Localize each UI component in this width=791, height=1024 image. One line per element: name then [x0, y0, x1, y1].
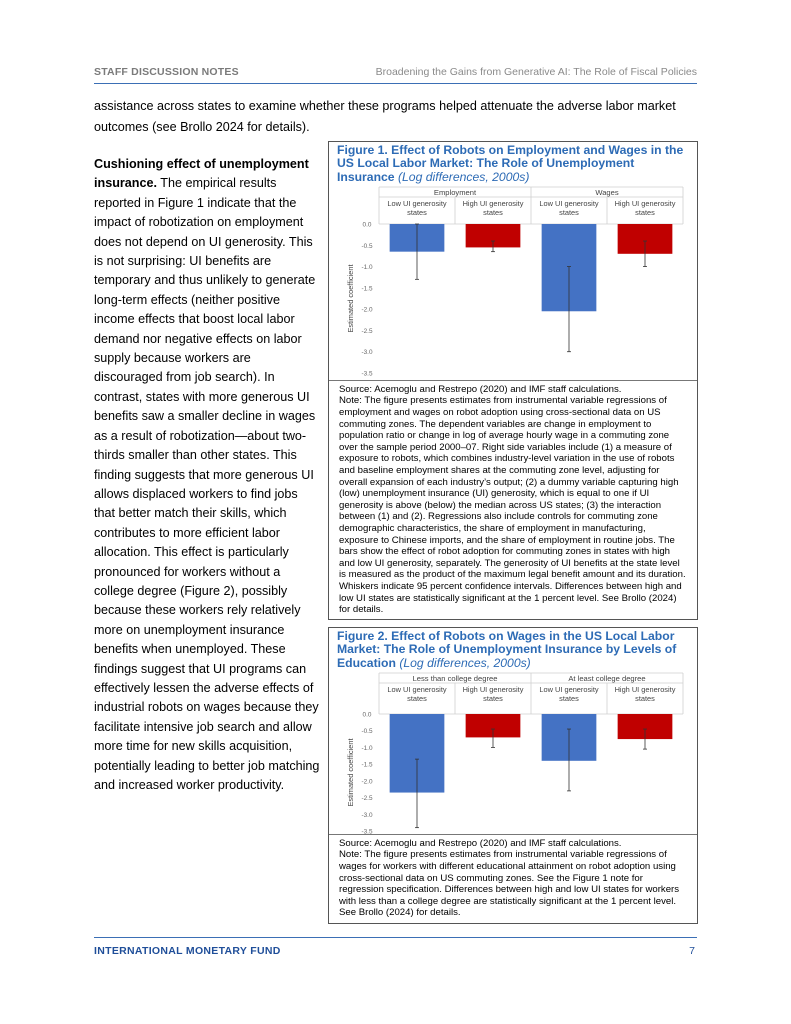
figure-2-notes [329, 835, 697, 919]
figure-2-y-tick-label: -2.5 [361, 794, 373, 802]
figure-1-title: Figure 1. Effect of Robots on Employment and Wages in the US Local Labor Market: The Role of Unemployment Insurance (Log differences, 2000s) [337, 143, 684, 184]
figure-2-y-tick-label: -2.0 [361, 778, 373, 786]
figure-2-y-tick-label: -0.5 [361, 728, 373, 736]
figure-2-y-tick-label: -3.0 [361, 811, 373, 819]
figure-2-category-label: Low UI generosity [387, 684, 447, 694]
figure-1-category-label: Low UI generosity [387, 198, 447, 208]
figure-1-category-label: High UI generosity [614, 198, 676, 208]
figure-2-category-label: High UI generosity [462, 684, 524, 694]
figure-2-y-tick-label: -1.0 [361, 744, 373, 752]
header-rule [94, 83, 697, 84]
figure-2-note: Note: The figure presents estimates from instrumental variable regressions of wages for workers with different educational attainment on robot adoption using cross-sectional data on US commuting zones. See the Figure 1 note for regression specification. Differences between high and low UI states for workers with less than a college degree are statistically significant at the 1 percent level. See Brollo (2024) for details. [339, 849, 680, 919]
figure-2 [328, 627, 698, 924]
figure-1-group-label: Employment [433, 187, 477, 197]
footer-rule [94, 937, 697, 938]
figure-2-category-label: states [559, 693, 579, 703]
figure-2-category-label: High UI generosity [614, 684, 676, 694]
figure-2-category-label: states [635, 693, 655, 703]
figure-1-y-tick-label: -0.5 [361, 242, 373, 250]
figure-2-chart [329, 670, 697, 834]
figure-2-source: Source: Acemoglu and Restrepo (2020) and IMF staff calculations. [339, 837, 622, 849]
page-number: 7 [689, 945, 695, 957]
figure-2-category-label: states [407, 693, 427, 703]
figure-1-category-label: Low UI generosity [539, 198, 599, 208]
figure-1-chart [329, 184, 697, 380]
figure-1-note: Note: The figure presents estimates from instrumental variable regressions of employment and wages on robot adoption using cross-sectional data on US commuting zones. The dependent variables are change in employment to population ratio or change in log of average hourly wage in a commuting zone over the sample period 2000–07. Right side variables include (1) a measure of exposure to robots, which combines industry-level variation in the use of robots and baseline employment shares at the commuting zone level, adjusting for overall expansion of each industry’s output; (2) a dummy variable capturing high (low) unemployment insurance (UI) generosity, which is equal to one if UI generosity is above (below) the median across US states; (3) the interaction between (1) and (2). Regressions also include controls for commuting zone demographic characteristics, the share of employment in manufacturing, exposure to Chinese imports, and the share of employment in routine jobs. The bars show the effect of robot adoption for commuting zones in states with high and low UI generosity, separately. The generosity of UI benefits at the state level is measured as the product of the maximum legal benefit amount and its duration. Whiskers indicate 95 percent confidence intervals. Differences between high and low UI states are statistically significant at the 1 percent level. See Brollo (2024) for details. [339, 395, 686, 616]
figure-1-y-tick-label: 0.0 [362, 221, 372, 229]
figure-1-source: Source: Acemoglu and Restrepo (2020) and IMF staff calculations. [339, 383, 622, 395]
figure-2-y-tick-label: -3.5 [361, 828, 373, 834]
running-header-left: STAFF DISCUSSION NOTES [94, 66, 239, 78]
figure-1-y-tick-label: -1.0 [361, 263, 373, 271]
section-heading: Cushioning effect of unemployment insurance. [94, 157, 309, 191]
figure-1-category-label: states [407, 207, 427, 217]
figure-2-y-axis-label: Estimated coefficient [346, 738, 355, 807]
figure-1-group-label: Wages [595, 187, 619, 197]
figure-2-y-tick-label: -1.5 [361, 761, 373, 769]
figure-1-category-label: states [483, 207, 503, 217]
figure-2-category-label: states [483, 693, 503, 703]
figure-1-y-tick-label: -2.5 [361, 327, 373, 335]
lead-paragraph: assistance across states to examine whether these programs helped attenuate the adverse labor market outcomes (see Brollo 2024 for details). [94, 99, 676, 134]
figure-1-y-tick-label: -3.0 [361, 349, 373, 357]
figure-1-category-label: states [559, 207, 579, 217]
figure-1-category-label: states [635, 207, 655, 217]
body-column [94, 155, 322, 795]
figure-2-y-tick-label: 0.0 [362, 711, 372, 719]
figure-1-notes [329, 381, 697, 616]
body-text: The empirical results reported in Figure 1 indicate that the impact of robotization on employment does not depend on UI generosity. This is not surprising: UI benefits are temporary and thus unlikely to generate long-term effects (neither positive income effects that boost local labor demand nor negative effects on labor supply because workers are discouraged from job search). In contrast, states with more generous UI benefits saw a smaller decline in wages as a result of robotization—about two-thirds smaller than other states. This finding suggests that more generous UI allows displaced workers to find jobs that better match their skills, which contributes to more efficient labor allocation. This effect is particularly pronounced for workers without a college degree (Figure 2), possibly because these workers rely relatively more on unemployment insurance benefits when unemployed. These findings suggest that UI programs can effectively lessen the adverse effects of industrial robots on wages because they facilitate intensive job search and allow more time for new skills acquisition, potentially leading to better job matching and increased worker productivity. [94, 176, 320, 792]
figure-1-y-tick-label: -2.0 [361, 306, 373, 314]
figure-1-category-label: High UI generosity [462, 198, 524, 208]
figure-2-title: Figure 2. Effect of Robots on Wages in the US Local Labor Market: The Role of Unemployment Insurance by Levels of Education (Log differences, 2000s) [337, 629, 677, 670]
figure-2-category-label: Low UI generosity [539, 684, 599, 694]
footer-publisher: INTERNATIONAL MONETARY FUND [94, 945, 281, 957]
running-header-right: Broadening the Gains from Generative AI: The Role of Fiscal Policies [375, 66, 697, 78]
figure-1-y-tick-label: -1.5 [361, 285, 373, 293]
figure-2-group-label: At least college degree [568, 673, 646, 683]
figure-1-y-axis-label: Estimated coefficient [346, 264, 355, 333]
figure-2-group-label: Less than college degree [412, 673, 498, 683]
figure-1-y-tick-label: -3.5 [361, 370, 373, 378]
figure-1 [328, 141, 698, 620]
